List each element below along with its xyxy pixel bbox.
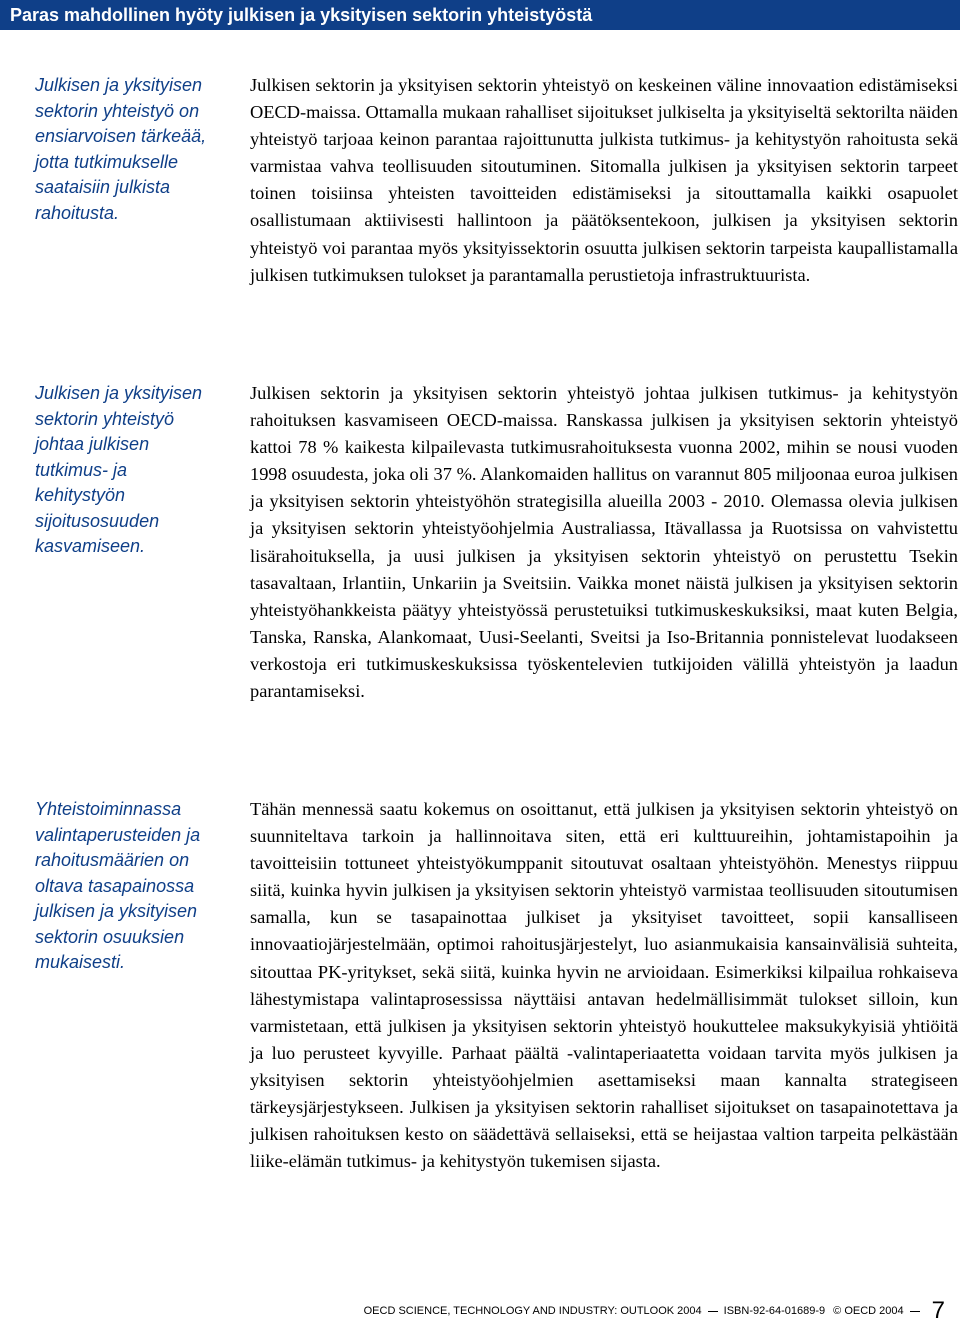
page-header-bar bbox=[0, 0, 960, 30]
body-paragraph-2: Julkisen sektorin ja yksityisen sektorin yhteistyö johtaa julkisen tutkimus- ja kehitystyön rahoituksen kasvamiseen OECD-maissa. Ranskassa julkisen ja yksityisen sektorin yhteistyö kattoi 78 % kaikesta kilpailevasta tutkimusrahoituksesta vuonna 2002, mihin se nousi vuoden 1998 osuudesta, joka oli 37 %. Alankomaiden hallitus on varannut 805 miljoonaa euroa julkisen ja yksityisen sektorin yhteistyöhön strategisilla alueilla 2003 - 2010. Olemassa olevia julkisen ja yksityisen sektorin yhteistyöohjelmia Australiassa, Itävallassa ja Ruotsissa on vahvistettu lisärahoituksella, ja uusi julkisen ja yksityisen sektorin yhteistyö on perustettu Tsekin tasavaltaan, Irlantiin, Unkariin ja Sveitsiin. Vaikka monet näistä julkisen ja yksityisen sektorin yhteistyöhankkeista päätyy yhteistyössä perustetuiksi tutkimuskeskuksiksi, maat kuten Belgia, Tanska, Ranska, Alankomaat, Uusi-Seelanti, Sveitsi ja Iso-Britannia ponnistelevat luodakseen verkostoja eri tutkimuskeskuksissa työskentelevien tutkijoiden välillä yhteistyön ja laadun parantamiseksi. bbox=[250, 383, 958, 702]
body-paragraph-1: Julkisen sektorin ja yksityisen sektorin yhteistyö on keskeinen väline innovaation edistämiseksi OECD-maissa. Ottamalla mukaan rahalliset sijoitukset julkiselta ja yksityiseltä sektorilta näiden yhteistyö tarjoaa keinon parantaa rajoittunutta julkista tutkimus- ja kehitystyön rahoitusta sekä varmistaa vahva teollisuuden sitoutuminen. Sitomalla julkisen ja yksityisen sektorin tarpeet toinen toisiinsa yhteisten tavoitteiden edistämiseksi ja sitouttamalla kaikki osapuolet osallistumaan aktiivisesti hallintoon ja päätöksentekoon, julkisen ja yksityisen sektorin yhteistyö voi parantaa myös yksityissektorin osuutta julkisen sektorin tarpeista kaupallistamalla julkisen tutkimuksen tulokset ja parantamalla perustietoja infrastruktuurista. bbox=[250, 75, 958, 285]
footer-separator bbox=[708, 1311, 718, 1312]
page-title: Paras mahdollinen hyöty julkisen ja yksityisen sektorin yhteistyöstä bbox=[10, 5, 593, 25]
margin-note-1: Julkisen ja yksityisen sektorin yhteistyö on ensiarvoisen tärkeää, jotta tutkimukselle saataisiin julkista rahoitusta. bbox=[35, 75, 207, 223]
footer-isbn: ISBN-92-64-01689-9 bbox=[723, 1305, 826, 1317]
body-paragraph-3: Tähän mennessä saatu kokemus on osoittanut, että julkisen ja yksityisen sektorin yhteistyö on suunniteltava tarkoin ja hallinnoitava siten, että eri kulttuureihin, johtamistapoihin ja tavoitteisiin tottuneet yhteistyökumppanit sitoutuvat osaltaan yhteistyöhön. Menestys riippuu siitä, kuinka hyvin julkisen ja yksityisen sektorin yhteistyö varmistaa teollisuuden sitoutumisen samalla, kun se tasapainottaa julkiset ja yksityiset tavoitteet, sopii kansalliseen innovaatiojärjestelmään, optimoi rahoitusjärjestelyt, luo asianmukaisia kansainvälisiä suhteita, sitouttaa PK-yritykset, sekä siitä, kuinka hyvin ne arvioidaan. Esimerkiksi kilpailua rohkaiseva lähestymistapa valintaprosessissa näyttäisi antavan hedelmällisimmät tulokset silloin, kun varmistetaan, että julkisen ja yksityisen sektorin yhteistyö houkuttelee maksukykyisiä yhtiöitä ja luo perusteet kyvyille. Parhaat päältä -valintaperiaatetta voidaan tarvita myös julkisen ja yksityisen sektorin yhteistyöohjelmien asettamiseksi maan kannalta strategiseen tärkeysjärjestykseen. Julkisen ja yksityisen sektorin rahalliset sijoitukset on tasapainotettava ja julkisen rahoituksen kesto on säädettävä sellaiseksi, että se heijastaa valtion tarpeita pelkästään liike-elämän tutkimus- ja kehitystyön tukemisen sijasta. bbox=[250, 799, 958, 1172]
footer-publication: OECD SCIENCE, TECHNOLOGY AND INDUSTRY: OUTLOOK 2004 bbox=[363, 1305, 702, 1317]
page-number: 7 bbox=[931, 1297, 945, 1324]
page-footer bbox=[364, 1296, 945, 1326]
footer-separator-2 bbox=[910, 1311, 920, 1312]
margin-note-2: Julkisen ja yksityisen sektorin yhteistyö johtaa julkisen tutkimus- ja kehitystyön sijoitusosuuden kasvamiseen. bbox=[35, 383, 203, 556]
margin-note-3: Yhteistoiminnassa valintaperusteiden ja rahoitusmäärien on oltava tasapainossa julkisen ja yksityisen sektorin osuuksien mukaisesti. bbox=[35, 799, 201, 972]
footer-copyright: © OECD 2004 bbox=[833, 1305, 904, 1317]
